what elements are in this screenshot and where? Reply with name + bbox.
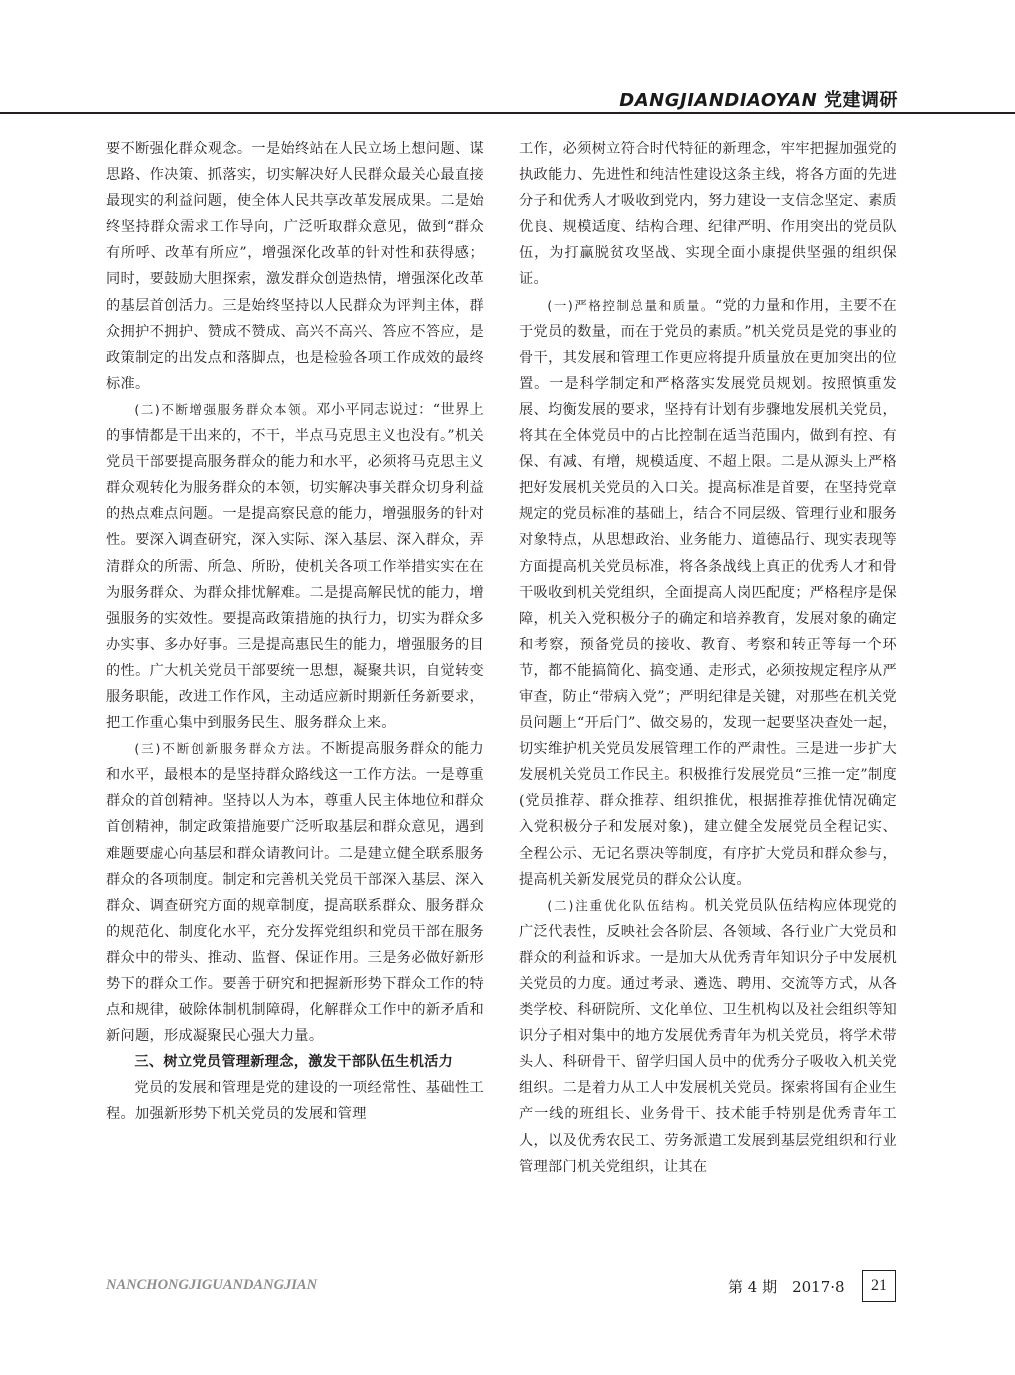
- subsection-heading: (二)不断增强服务群众本领。: [134, 401, 317, 417]
- footer-journal-pinyin: NANCHONGJIGUANDANGJIAN: [106, 1277, 318, 1293]
- paragraph-body: 邓小平同志说过：“世界上的事情都是干出来的，不干，半点马克思主义也没有。”机关党员干部要提高服务群众的能力和水平，必须将马克思主义群众观转化为服务群众的本领，切实解决事关群众切身利益的热点难点问题。一是提高察民意的能力，增强服务的针对性。要深入调查研究，深入实际、深入基层、深入群众，弄清群众的所需、所急、所盼，使机关各项工作举措实实在在为服务群众、为群众排忧解难。二是提高解民忧的能力，增强服务的实效性。要提高政策措施的执行力，切实为群众多办实事、多办好事。三是提高惠民生的能力，增强服务的目的性。广大机关党员干部要统一思想，凝聚共识，自觉转变服务职能，改进工作作风，主动适应新时期新任务新要求，把工作重心集中到服务民生、服务群众上来。: [106, 401, 484, 732]
- paragraph-body: 机关党员队伍结构应体现党的广泛代表性，反映社会各阶层、各领域、各行业广大党员和群众的利益和诉求。一是加大从优秀青年知识分子中发展机关党员的力度。通过考录、遴选、聘用、交流等方式，从各类学校、科研院所、文化单位、卫生机构以及社会组织等知识分子相对集中的地方发展优秀青年为机关党员，将学术带头人、科研骨干、留学归国人员中的优秀分子吸收入机关党组织。二是着力从工人中发展机关党员。探索将国有企业生产一线的班组长、业务骨干、技术能手特别是优秀青年工人，以及优秀农民工、劳务派遣工发展到基层党组织和行业管理部门机关党组织，让其在: [519, 897, 897, 1175]
- paragraph: [519, 293, 897, 893]
- issue-info: 第 4 期 2017·8: [728, 1278, 845, 1296]
- subsection-heading: (一)严格控制总量和质量。: [547, 297, 715, 313]
- header-rule: [0, 112, 1015, 114]
- section-heading: 三、树立党员管理新理念，激发干部队伍生机活力: [134, 1054, 454, 1071]
- page-number: 21: [862, 1270, 896, 1302]
- journal-pinyin: DANGJIANDIAOYAN: [619, 90, 818, 111]
- paragraph: 工作，必须树立符合时代特征的新理念，牢牢把握加强党的执政能力、先进性和纯洁性建设这条主线，将各方面的先进分子和优秀人才吸收到党内，努力建设一支信念坚定、素质优良、规模适度、结构合理、纪律严明、作用突出的党员队伍，为打赢脱贫攻坚战、实现全面小康提供坚强的组织保证。: [519, 141, 897, 288]
- paragraph: [106, 397, 484, 736]
- paragraph-body: 不断提高服务群众的能力和水平，最根本的是坚持群众路线这一工作方法。一是尊重群众的首创精神。坚持以人为本，尊重人民主体地位和群众首创精神，制定政策措施要广泛听取基层和群众意见，遇到难题要虚心向基层和群众请教问计。二是建立健全联系服务群众的各项制度。制定和完善机关党员干部深入基层、深入群众、调查研究方面的规章制度，提高联系群众、服务群众的规范化、制度化水平，充分发挥党组织和党员干部在服务群众中的带头、推动、监督、保证作用。三是务必做好新形势下的群众工作。要善于研究和把握新形势下群众工作的特点和规律，破除体制机制障碍，化解群众工作中的新矛盾和新问题，形成凝聚民心强大力量。: [106, 741, 484, 1045]
- paragraph: [106, 736, 484, 1049]
- journal-title: [619, 86, 898, 112]
- paragraph: 要不断强化群众观念。一是始终站在人民立场上想问题、谋思路、作决策、抓落实，切实解决好人民群众最关心最直接最现实的利益问题，使全体人民共享改革发展成果。二是始终坚持群众需求工作导向，广泛听取群众意见，做到“群众有所呼、改革有所应”，增强深化改革的针对性和获得感；同时，要鼓励大胆探索，激发群众创造热情，增强深化改革的基层首创活力。三是始终坚持以人民群众为评判主体，群众拥护不拥护、赞成不赞成、高兴不高兴、答应不答应，是政策制定的出发点和落脚点，也是检验各项工作成效的最终标准。: [106, 141, 484, 392]
- right-column: [519, 136, 897, 1180]
- page-header: [0, 82, 1015, 114]
- paragraph-body: “党的力量和作用，主要不在于党员的数量，而在于党员的素质。”机关党员是党的事业的骨干，其发展和管理工作更应将提升质量放在更加突出的位置。一是科学制定和严格落实发展党员规划。按照慎重发展、均衡发展的要求，坚持有计划有步骤地发展机关党员，将其在全体党员中的占比控制在适当范围内，做到有控、有保、有减、有增，规模适度、不超上限。二是从源头上严格把好发展机关党员的入口关。提高标准是首要，在坚持党章规定的党员标准的基础上，结合不同层级、管理行业和服务对象特点，从思想政治、业务能力、道德品行、现实表现等方面提高机关党员标准，将各条战线上真正的优秀人才和骨干吸收到机关党组织，全面提高人岗匹配度；严格程序是保障，机关入党积极分子的确定和培养教育，发展对象的确定和考察，预备党员的接收、教育、考察和转正等每一个环节，都不能搞简化、搞变通、走形式，必须按规定程序从严审查，防止“带病入党”；严明纪律是关键，对那些在机关党员问题上“开后门”、做交易的，发现一起要坚决查处一起，切实维护机关党员发展管理工作的严肃性。三是进一步扩大发展机关党员工作民主。积极推行发展党员“三推一定”制度(党员推荐、群众推荐、组织推优，根据推荐推优情况确定入党积极分子和发展对象)，建立健全发展党员全程记实、全程公示、无记名票决等制度，有序扩大党员和群众参与，提高机关新发展党员的群众公认度。: [519, 297, 898, 888]
- subsection-heading: (三)不断创新服务群众方法。: [134, 741, 321, 757]
- page-footer: [0, 1270, 1015, 1304]
- journal-chinese-title: 党建调研: [824, 90, 898, 111]
- subsection-heading: (二)注重优化队伍结构。: [547, 897, 705, 913]
- paragraph: 党员的发展和管理是党的建设的一项经常性、基础性工程。加强新形势下机关党员的发展和管理: [106, 1080, 484, 1123]
- paragraph: [519, 893, 897, 1180]
- left-column: [106, 136, 484, 1128]
